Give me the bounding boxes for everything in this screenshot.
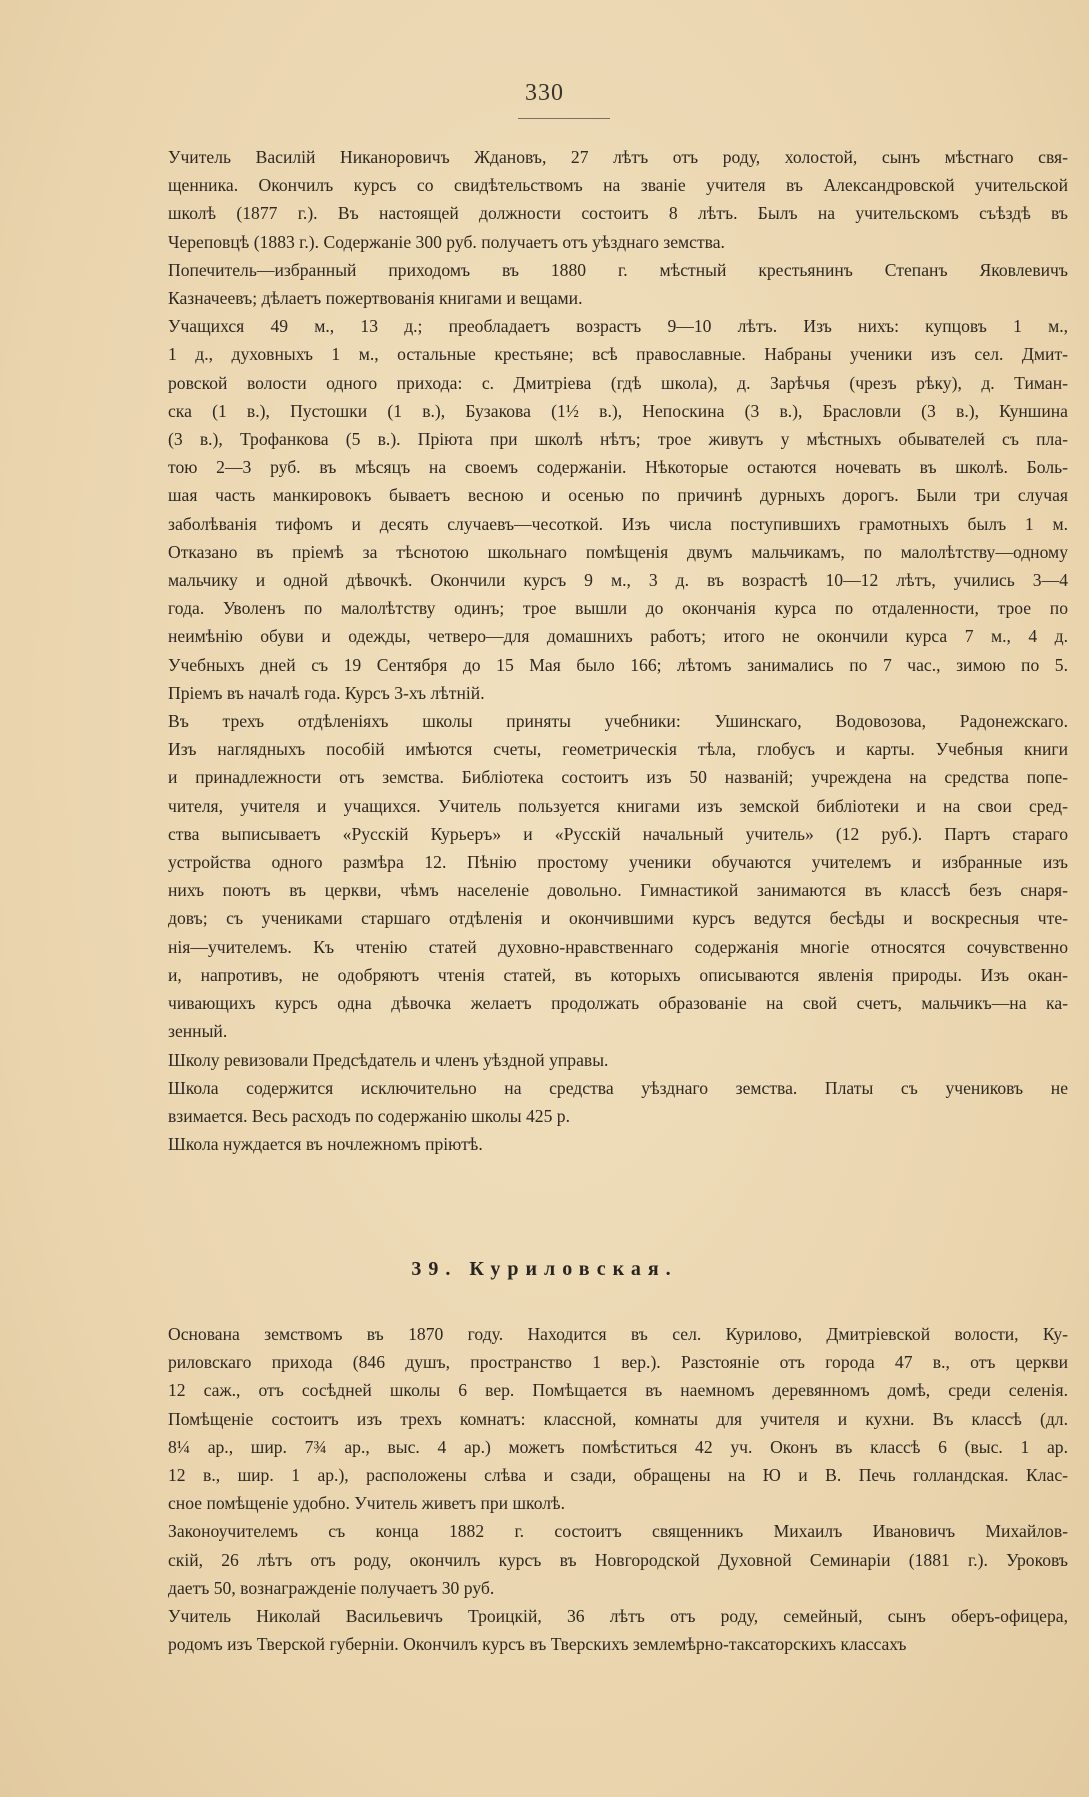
page-number-underline	[518, 118, 610, 120]
text-line: ровской волости одного прихода: с. Дмитріева (гдѣ школа), д. Зарѣчья (чрезъ рѣку), д. Тиман-	[168, 372, 1068, 393]
text-line: Помѣщеніе состоитъ изъ трехъ комнатъ: классной, комнаты для учителя и кухни. Въ классѣ (дл.	[168, 1408, 1068, 1429]
text-line: 12 саж., отъ сосѣдней школы 6 вер. Помѣщается въ наемномъ деревянномъ домѣ, среди селенія.	[168, 1380, 1068, 1401]
text-line: Изъ наглядныхъ пособій имѣются счеты, геометрическія тѣла, глобусъ и карты. Учебныя книги	[168, 739, 1068, 760]
text-line: Школа нуждается въ ночлежномъ пріютѣ.	[168, 1134, 483, 1155]
paragraph-trustee	[168, 256, 1068, 312]
text-line: Въ трехъ отдѣленіяхъ школы приняты учебники: Ушинскаго, Водовозова, Радонежскаго.	[168, 711, 1068, 732]
text-line: ска (1 в.), Пустошки (1 в.), Бузакова (1½ в.), Непоскина (3 в.), Брасловли (3 в.), Куншина	[168, 400, 1068, 421]
text-line: Пріемъ въ началѣ года. Курсъ 3-хъ лѣтній.	[168, 682, 485, 703]
text-line: довъ; съ учениками старшаго отдѣленія и окончившими курсъ ведутся бесѣды и воскресныя чте-	[168, 908, 1068, 929]
text-line: неимѣнію обуви и одежды, четверо—для домашнихъ работъ; итого не окончили курса 7 м., 4 д.	[168, 626, 1068, 647]
paragraph-students	[168, 312, 1068, 707]
text-line: щенника. Окончилъ курсъ со свидѣтельствомъ на званіе учителя въ Александровской учительской	[168, 175, 1068, 196]
text-line: Казначеевъ; дѣлаетъ пожертвованія книгами и вещами.	[168, 288, 583, 309]
text-line: и принадлежности отъ земства. Библіотека состоитъ изъ 50 названій; учреждена на средства попе-	[168, 767, 1068, 788]
text-line: чителя, учителя и учащихся. Учитель пользуется книгами изъ земской библіотеки и на свои сред-	[168, 795, 1068, 816]
text-line: взимается. Весь расходъ по содержанію школы 425 р.	[168, 1105, 570, 1126]
text-line: года. Уволенъ по малолѣтству одинъ; трое вышли до окончанія курса по отдаленности, трое по	[168, 598, 1068, 619]
text-line: Череповцѣ (1883 г.). Содержаніе 300 руб. получаетъ отъ уѣзднаго земства.	[168, 231, 725, 252]
section-title: 39. Куриловская.	[411, 1258, 678, 1280]
text-line: 8¼ ар., шир. 7¾ ар., выс. 4 ар.) можетъ помѣститься 42 уч. Оконъ въ классѣ 6 (выс. 1 ар.	[168, 1436, 1068, 1457]
section-38-text	[168, 143, 1068, 1158]
text-line: Учитель Николай Васильевичъ Троицкій, 36 лѣтъ отъ роду, семейный, сынъ оберъ-офицера,	[168, 1606, 1068, 1627]
text-line: тою 2—3 руб. въ мѣсяцъ на своемъ содержаніи. Нѣкоторые остаются ночевать въ школѣ. Боль-	[168, 457, 1068, 478]
paragraph-needs	[168, 1130, 1068, 1158]
text-line: даетъ 50, вознагражденіе получаетъ 30 руб.	[168, 1577, 495, 1598]
paragraph-textbooks	[168, 707, 1068, 1045]
text-line: зенный.	[168, 1021, 228, 1042]
text-line: ства выписываетъ «Русскій Курьеръ» и «Русскій начальный учитель» (12 руб.). Партъ стараго	[168, 823, 1068, 844]
text-line: 1 д., духовныхъ 1 м., остальные крестьяне; всѣ православные. Набраны ученики изъ сел. Дмит-	[168, 344, 1068, 365]
paragraph-teacher	[168, 1602, 1068, 1658]
text-line: устройства одного размѣра 12. Пѣнію простому ученики обучаются учителемъ и избранные изъ	[168, 852, 1068, 873]
text-line: Учащихся 49 м., 13 д.; преобладаетъ возрастъ 9—10 лѣтъ. Изъ нихъ: купцовъ 1 м.,	[168, 316, 1068, 337]
text-line: Законоучителемъ съ конца 1882 г. состоитъ священникъ Михаилъ Ивановичъ Михайлов-	[168, 1521, 1068, 1542]
text-line: сное помѣщеніе удобно. Учитель живетъ при школѣ.	[168, 1493, 565, 1514]
paragraph-funding	[168, 1074, 1068, 1130]
text-line: родомъ изъ Тверской губерніи. Окончилъ курсъ въ Тверскихъ землемѣрно-таксаторскихъ классахъ	[168, 1634, 907, 1655]
paragraph-founding	[168, 1320, 1068, 1517]
text-line: мальчику и одной дѣвочкѣ. Окончили курсъ 9 м., 3 д. въ возрастѣ 10—12 лѣтъ, учились 3—4	[168, 570, 1068, 591]
text-line: скій, 26 лѣтъ отъ роду, окончилъ курсъ въ Новгородской Духовной Семинаріи (1881 г.). Уроковъ	[168, 1549, 1068, 1570]
paragraph-teacher	[168, 143, 1068, 256]
paragraph-inspection	[168, 1046, 1068, 1074]
text-line: Основана земствомъ въ 1870 году. Находится въ сел. Курилово, Дмитріевской волости, Ку-	[168, 1324, 1068, 1344]
text-line: Школу ревизовали Предсѣдатель и членъ уѣздной управы.	[168, 1049, 609, 1070]
text-line: нія—учителемъ. Къ чтенію статей духовно-нравственнаго содержанія многіе относятся сочувственно	[168, 936, 1068, 957]
paragraph-religion-teacher	[168, 1517, 1068, 1602]
text-line: Попечитель—избранный приходомъ въ 1880 г. мѣстный крестьянинъ Степанъ Яковлевичъ	[168, 259, 1068, 280]
text-line: шая часть манкировокъ бываетъ весною и осенью по причинѣ дурныхъ дорогъ. Были три случая	[168, 485, 1068, 506]
text-line: Учитель Василій Никаноровичъ Ждановъ, 27 лѣтъ отъ роду, холостой, сынъ мѣстнаго свя-	[168, 147, 1068, 167]
text-line: Учебныхъ дней съ 19 Сентября до 15 Мая было 166; лѣтомъ занимались по 7 час., зимою по 5.	[168, 654, 1068, 675]
text-line: и, напротивъ, не одобряютъ чтенія статей, въ которыхъ описываются явленія природы. Изъ окан-	[168, 964, 1068, 985]
text-line: заболѣванія тифомъ и десять случаевъ—чесоткой. Изъ числа поступившихъ грамотныхъ былъ 1 м.	[168, 513, 1068, 534]
text-line: чивающихъ курсъ одна дѣвочка желаетъ продолжать образованіе на свой счетъ, мальчикъ—на ка-	[168, 993, 1068, 1014]
text-line: 12 в., шир. 1 ар.), расположены слѣва и сзади, обращены на Ю и В. Печь голландская. Клас-	[168, 1465, 1068, 1486]
text-line: нихъ поютъ въ церкви, чѣмъ населеніе довольно. Гимнастикой занимаются въ классѣ безъ снаря-	[168, 880, 1068, 901]
text-line: риловскаго прихода (846 душъ, пространство 1 вер.). Разстояніе отъ города 47 в., отъ церкви	[168, 1352, 1068, 1373]
page-number: 330	[525, 80, 564, 106]
text-line: Школа содержится исключительно на средства уѣзднаго земства. Платы съ учениковъ не	[168, 1077, 1068, 1098]
text-line: (3 в.), Трофанкова (5 в.). Пріюта при школѣ нѣтъ; трое живутъ у мѣстныхъ обывателей съ пла-	[168, 429, 1068, 450]
text-line: школѣ (1877 г.). Въ настоящей должности состоитъ 8 лѣтъ. Былъ на учительскомъ съѣздѣ въ	[168, 203, 1068, 224]
text-line: Отказано въ пріемѣ за тѣснотою школьнаго помѣщенія двумъ мальчикамъ, по малолѣтству—одному	[168, 541, 1068, 562]
section-39-text	[168, 1320, 1068, 1658]
